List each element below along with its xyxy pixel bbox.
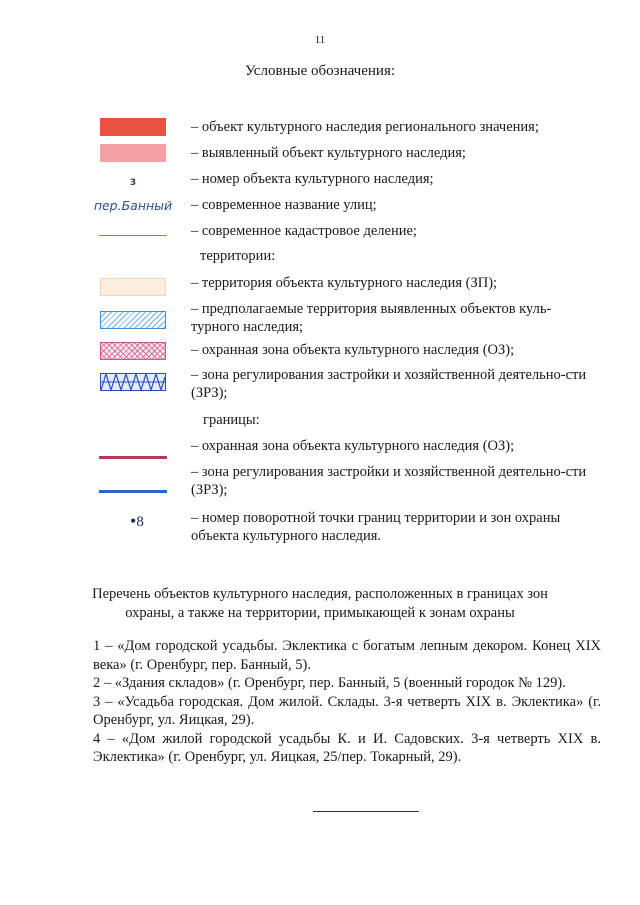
- point-number-sample: 8: [136, 513, 144, 530]
- legend-item-text: – выявленный объект культурного наследия;: [191, 145, 466, 161]
- legend-item-text: – зона регулирования застройки и хозяйственной деятельно-сти (ЗРЗ);: [191, 464, 587, 498]
- signature-line: [313, 811, 419, 812]
- pink-crosshatch-swatch: [98, 341, 168, 361]
- object-number-symbol: [98, 177, 168, 189]
- page-number: 11: [314, 34, 326, 46]
- blue-line: [98, 481, 168, 501]
- blue-hatch-swatch: [98, 310, 168, 330]
- legend-item-text: – современное кадастровое деление;: [191, 223, 417, 239]
- pink-swatch: [98, 143, 168, 163]
- borders-heading: границы:: [203, 412, 260, 428]
- legend-item-text: – охранная зона объекта культурного наследия (ОЗ);: [191, 342, 515, 358]
- legend-title: Условные обозначения:: [244, 63, 396, 79]
- object-number-sample: 3: [129, 177, 137, 188]
- legend-item-text: – современное название улиц;: [191, 197, 377, 213]
- objects-list-title: Перечень объектов культурного наследия, расположенных в границах зон охраны, а также на территории, примыкающей к зонам охраны: [92, 586, 548, 621]
- crimson-line: [98, 447, 168, 467]
- list-item: 2 – «Здания складов» (г. Оренбург, пер. Банный, 5 (военный городок № 129).: [93, 675, 566, 691]
- street-name-sample: пер.Банный: [93, 197, 173, 213]
- list-item: 1 – «Дом городской усадьбы. Эклектика с богатым лепным декором. Конец XIX века» (г. Оренбург, пер. Банный, 5).: [93, 638, 601, 673]
- point-number-symbol: [130, 511, 180, 531]
- list-item: 4 – «Дом жилой городской усадьбы К. и И. Садовских. 3-я четверть XIX в. Эклектика» (г. Оренбург, ул. Яицкая, 25/пер. Токарный, 29).: [93, 730, 601, 765]
- beige-swatch: [98, 277, 168, 297]
- legend-item-text: – номер объекта культурного наследия;: [191, 171, 434, 187]
- red-swatch: [98, 117, 168, 137]
- legend-item-text: – охранная зона объекта культурного наследия (ОЗ);: [191, 438, 515, 454]
- triangle-pattern-icon: [101, 374, 165, 390]
- legend-item-text: – номер поворотной точки границ территории и зон охраны объекта культурного наследия.: [191, 510, 561, 544]
- legend-item-text: – предполагаемые территория выявленных объектов куль-турного наследия;: [191, 301, 552, 335]
- territories-heading: территории:: [200, 248, 276, 264]
- objects-list: [93, 637, 601, 767]
- list-item: 3 – «Усадьба городская. Дом жилой. Склады. 3-я четверть XIX в. Эклектика» (г. Оренбург, ул. Яицкая, 29).: [93, 693, 601, 728]
- street-name-symbol: [90, 195, 176, 215]
- legend-item-text: – зона регулирования застройки и хозяйственной деятельно-сти (ЗРЗ);: [191, 367, 587, 401]
- purple-line: [98, 225, 168, 245]
- blue-triangle-swatch: [98, 372, 168, 392]
- legend-item-text: – территория объекта культурного наследия (ЗП);: [191, 275, 498, 291]
- legend-item-text: – объект культурного наследия регионального значения;: [191, 119, 539, 135]
- point-dot-icon: •: [130, 510, 137, 531]
